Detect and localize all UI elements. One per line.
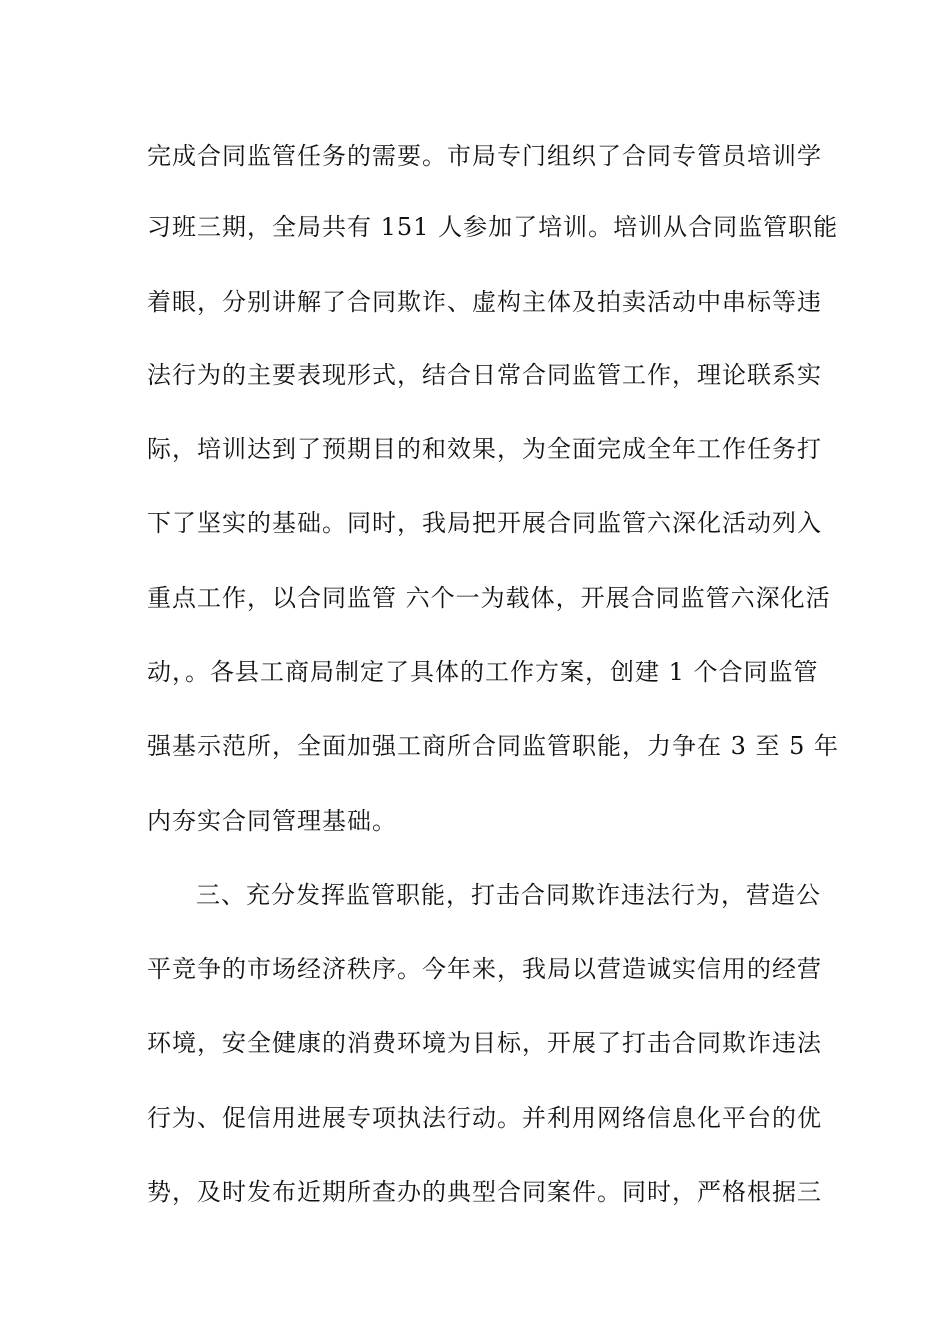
text-line-10: 内夯实合同管理基础。 bbox=[147, 807, 397, 835]
text-line-4: 法行为的主要表现形式，结合日常合同监管工作，理论联系实 bbox=[147, 361, 822, 389]
text-line-3: 着眼，分别讲解了合同欺诈、虚构主体及拍卖活动中串标等违 bbox=[147, 288, 822, 316]
text-line-8: 动，。各县工商局制定了具体的工作方案，创建 1 个合同监管 bbox=[147, 658, 819, 686]
text-line-6: 下了坚实的基础。同时，我局把开展合同监管六深化活动列入 bbox=[147, 509, 822, 537]
text-line-5: 际，培训达到了预期目的和效果，为全面完成全年工作任务打 bbox=[147, 435, 822, 463]
text-line-13: 环境，安全健康的消费环境为目标，开展了打击合同欺诈违法 bbox=[147, 1029, 822, 1057]
text-line-11: 三、充分发挥监管职能，打击合同欺诈违法行为，营造公 bbox=[196, 881, 821, 909]
text-line-2: 习班三期，全局共有 151 人参加了培训。培训从合同监管职能 bbox=[147, 213, 839, 241]
text-line-9: 强基示范所，全面加强工商所合同监管职能，力争在 3 至 5 年 bbox=[147, 732, 840, 760]
text-line-12: 平竞争的市场经济秩序。今年来，我局以营造诚实信用的经营 bbox=[147, 955, 822, 983]
text-line-7: 重点工作，以合同监管 六个一为载体，开展合同监管六深化活 bbox=[147, 584, 831, 612]
text-line-15: 势，及时发布近期所查办的典型合同案件。同时，严格根据三 bbox=[147, 1178, 822, 1206]
text-line-14: 行为、促信用进展专项执法行动。并利用网络信息化平台的优 bbox=[147, 1104, 822, 1132]
text-line-1: 完成合同监管任务的需要。市局专门组织了合同专管员培训学 bbox=[147, 142, 822, 170]
